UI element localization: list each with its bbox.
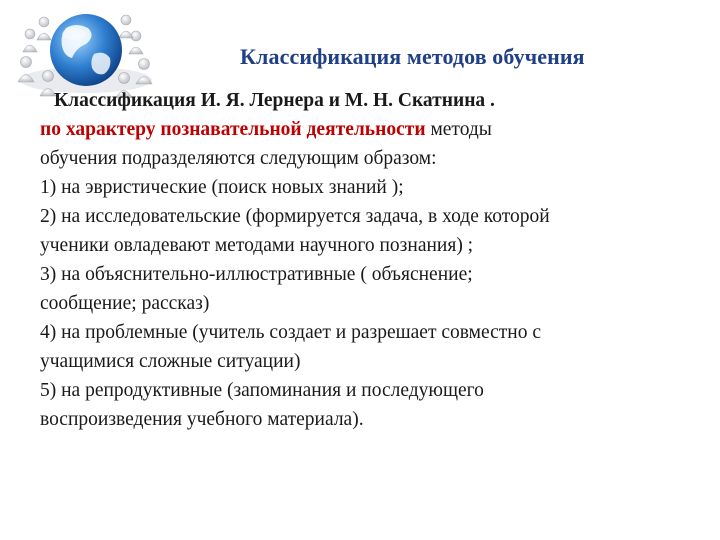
- list-item: [40, 202, 700, 260]
- list-item-line-2: ученики овладевают методами научного познания) ;: [40, 235, 474, 256]
- list-item-line-1: 2) на исследовательские (формируется задача, в ходе которой: [40, 206, 550, 227]
- classification-subtitle: Классификация И. Я. Лернера и М. Н. Скатнина .: [54, 90, 495, 111]
- list-item-line-1: 4) на проблемные (учитель создает и разрешает совместно с: [40, 322, 541, 343]
- intro-line-1: [40, 115, 700, 144]
- intro-line-2: обучения подразделяются следующим образом:: [40, 148, 437, 169]
- list-item-line-2: сообщение; рассказ): [40, 293, 210, 314]
- list-item: [40, 173, 700, 202]
- globe-with-people-around-table-icon: [8, 6, 158, 98]
- intro-line-1-rest: методы: [425, 119, 492, 140]
- intro-highlight: по характеру познавательной деятельности: [40, 119, 426, 140]
- list-item-line-1: 1) на эвристические (поиск новых знаний );: [40, 177, 404, 198]
- slide-body: [40, 86, 700, 434]
- list-item-line-2: учащимися сложные ситуации): [40, 351, 301, 372]
- slide-title: Классификация методов обучения: [240, 44, 585, 69]
- list-item-line-1: 3) на объяснительно-иллюстративные ( объяснение;: [40, 264, 473, 285]
- list-item-line-2: воспроизведения учебного материала).: [40, 409, 364, 430]
- list-item-line-1: 5) на репродуктивные (запоминания и последующего: [40, 380, 484, 401]
- list-item: [40, 376, 700, 434]
- list-item: [40, 318, 700, 376]
- intro-paragraph: [40, 115, 700, 173]
- list-item: [40, 260, 700, 318]
